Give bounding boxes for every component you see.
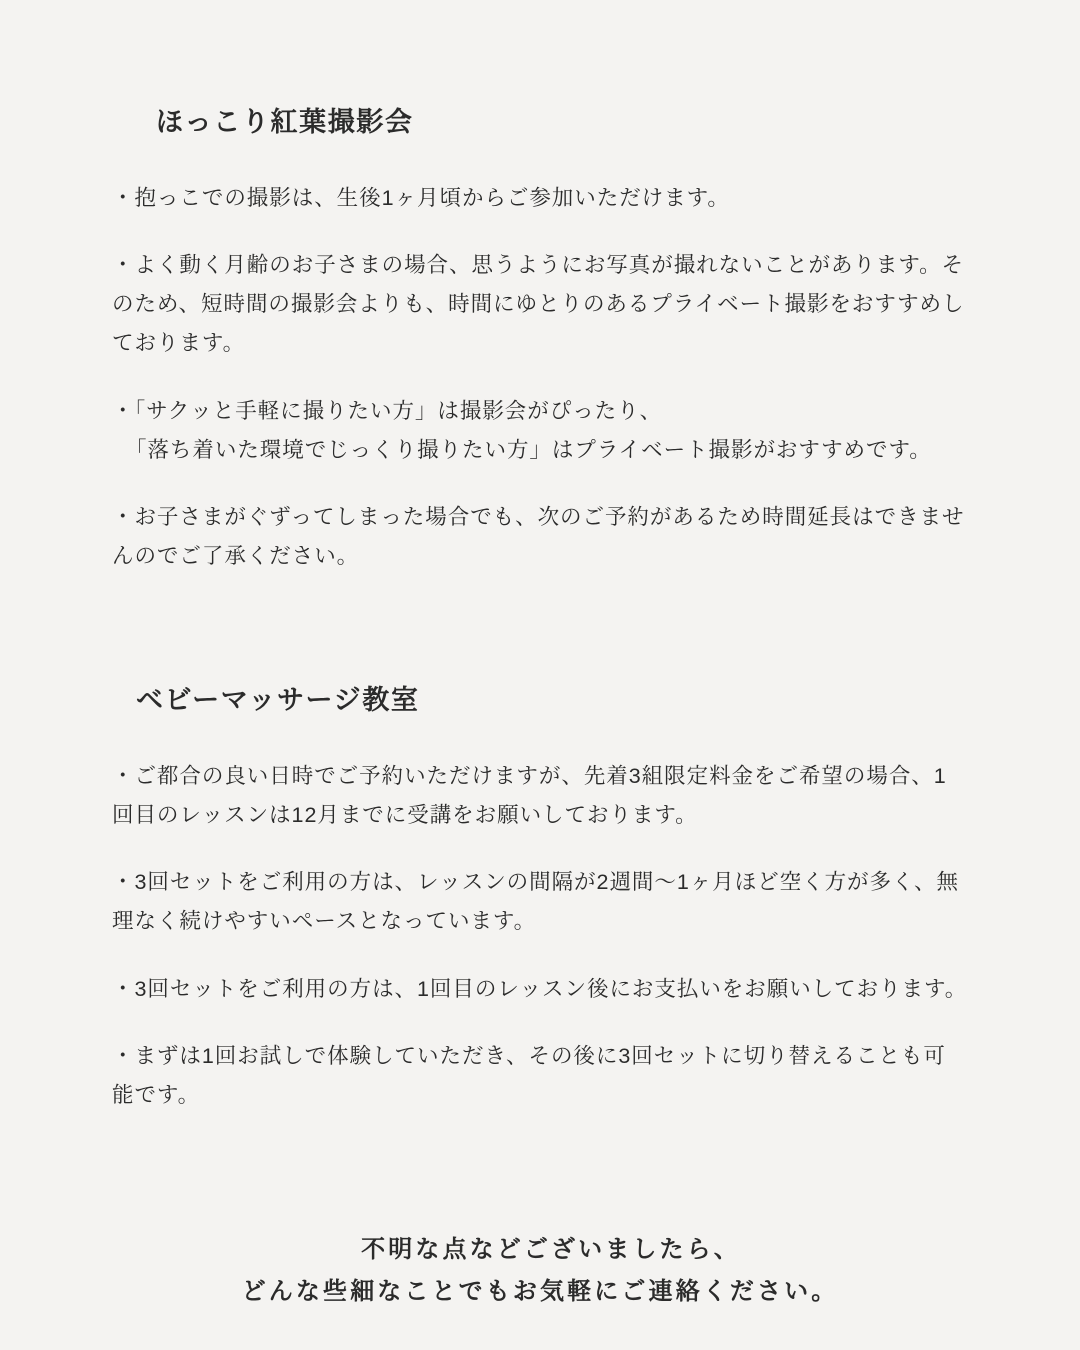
photo-event-paragraph-2: ・よく動く月齢のお子さまの場合、思うようにお写真が撮れないことがあります。そのため、短時間の撮影会よりも、時間にゆとりのあるプライベート撮影をおすすめしております。 <box>112 253 965 356</box>
section-title-photo-event: ほっこり紅葉撮影会 <box>156 107 414 137</box>
photo-event-paragraph-3 <box>112 392 968 470</box>
baby-massage-paragraph-2: ・3回セットをご利用の方は、レッスンの間隔が2週間〜1ヶ月ほど空く方が多く、無理なく続けやすいペースとなっています。 <box>112 870 959 934</box>
section-photo-event <box>112 100 968 576</box>
baby-massage-paragraph-4: ・まずは1回お試しで体験していただき、その後に3回セットに切り替えることも可能です。 <box>112 1043 946 1107</box>
photo-event-paragraph-3-line-1: ・「サクッと手軽に撮りたい方」は撮影会がぴったり、 <box>112 398 663 423</box>
closing-line-1: 不明な点などございましたら、 <box>361 1235 741 1263</box>
baby-massage-paragraph-3: ・3回セットをご利用の方は、1回目のレッスン後にお支払いをお願いしております。 <box>112 976 968 1001</box>
section-spacer-1 <box>112 604 968 678</box>
section-title-baby-massage: ベビーマッサージ教室 <box>136 685 420 715</box>
baby-massage-paragraph-1: ・ご都合の良い日時でご予約いただけますが、先着3組限定料金をご希望の場合、1回目のレッスンは12月までに受講をお願いしております。 <box>112 764 947 828</box>
photo-event-paragraph-3-line-2: 「落ち着いた環境でじっくり撮りたい方」はプライベート撮影がおすすめです。 <box>125 437 932 462</box>
section-spacer-2 <box>112 1143 968 1229</box>
closing-message <box>112 1229 968 1313</box>
section-baby-massage <box>112 678 968 1115</box>
photo-event-paragraph-1: ・抱っこでの撮影は、生後1ヶ月頃からご参加いただけます。 <box>112 186 730 210</box>
photo-event-paragraph-4: ・お子さまがぐずってしまった場合でも、次のご予約があるため時間延長はできませんのでご了承ください。 <box>112 504 965 568</box>
closing-line-2: どんな些細なことでもお気軽にご連絡ください。 <box>241 1277 839 1305</box>
